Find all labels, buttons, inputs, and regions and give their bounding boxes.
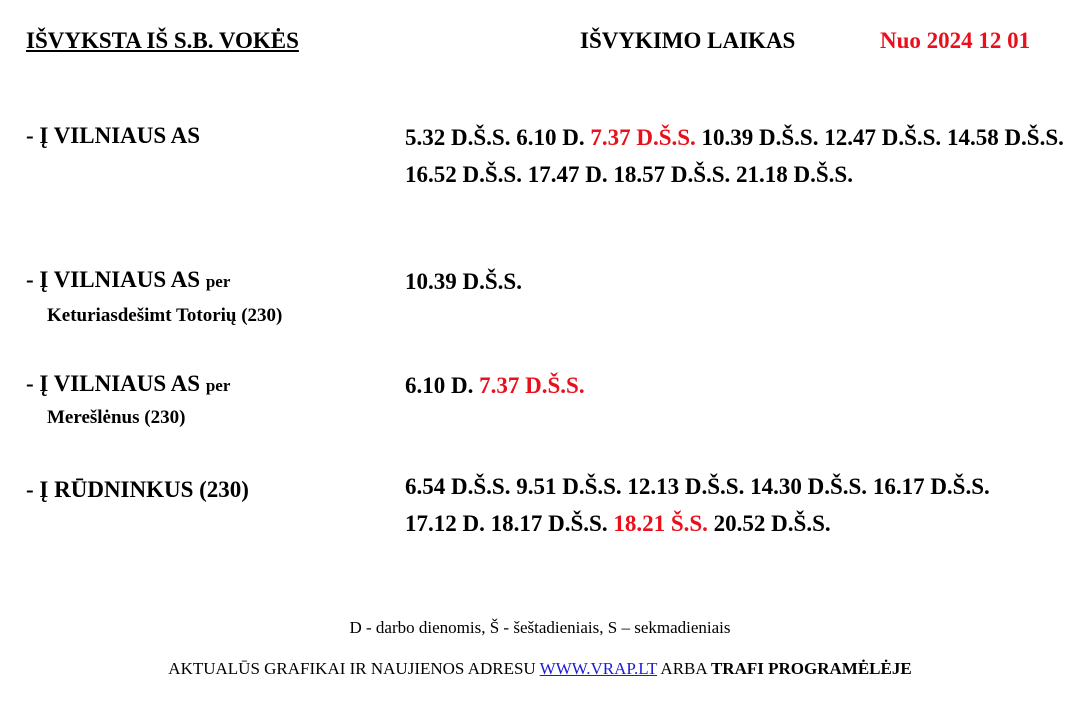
route-via-stop: Merešlėnus (230): [47, 407, 186, 428]
route-destination: [26, 477, 249, 503]
departure-time: 20.52 D.Š.S.: [713, 511, 831, 536]
route-destination: [26, 371, 230, 397]
departure-time: 10.39 D.Š.S.: [405, 269, 522, 294]
route-times: [405, 263, 1075, 300]
route-destination-label: - Į VILNIAUS AS: [26, 267, 201, 292]
route-times: [405, 468, 1075, 542]
info-middle: ARBA: [660, 659, 707, 678]
departure-from-title: IŠVYKSTA IŠ S.B. VOKĖS: [26, 28, 299, 53]
departure-time: 14.58 D.Š.S.: [946, 125, 1064, 150]
info-line: [0, 659, 1080, 679]
departure-time: 18.21 Š.S.: [613, 511, 708, 536]
departure-time: 17.47 D.: [527, 162, 608, 187]
route-via-label: per: [205, 376, 231, 395]
departure-time: 5.32 D.Š.S.: [405, 125, 511, 150]
app-name: TRAFI PROGRAMĖLĖJE: [710, 659, 912, 678]
route-destination-label: - Į RŪDNINKUS (230): [26, 477, 249, 502]
departure-time: 7.37 D.Š.S.: [590, 125, 696, 150]
departure-time: 17.12 D.: [405, 511, 485, 536]
departure-time: 6.10 D.: [405, 373, 474, 398]
departure-time-title: IŠVYKIMO LAIKAS: [580, 28, 796, 53]
departure-time: 18.57 D.Š.S.: [613, 162, 731, 187]
departure-time: 9.51 D.Š.S.: [516, 474, 622, 499]
route-via-label: per: [205, 272, 231, 291]
route-destination: [26, 123, 200, 149]
departure-time: 14.30 D.Š.S.: [750, 474, 868, 499]
route-destination-label: - Į VILNIAUS AS: [26, 123, 201, 148]
info-prefix: AKTUALŪS GRAFIKAI IR NAUJIENOS ADRESU: [168, 659, 536, 678]
route-destination: [26, 267, 230, 293]
departure-time: 12.47 D.Š.S.: [824, 125, 942, 150]
legend-text: D - darbo dienomis, Š - šeštadieniais, S – sekmadieniais: [349, 618, 731, 637]
departure-time: 21.18 D.Š.S.: [736, 162, 853, 187]
departure-time: 18.17 D.Š.S.: [490, 511, 608, 536]
departure-time: 16.17 D.Š.S.: [872, 474, 990, 499]
route-times: [405, 367, 1075, 404]
route-times: [405, 119, 1075, 193]
departure-time: 10.39 D.Š.S.: [701, 125, 819, 150]
website-link[interactable]: WWW.VRAP.LT: [539, 659, 658, 678]
route-via-stop: Keturiasdešimt Totorių (230): [47, 305, 283, 326]
departure-time: 7.37 D.Š.S.: [479, 373, 585, 398]
route-destination-label: - Į VILNIAUS AS: [26, 371, 201, 396]
departure-time: 6.10 D.: [516, 125, 585, 150]
departure-time: 16.52 D.Š.S.: [405, 162, 522, 187]
departure-time: 12.13 D.Š.S.: [627, 474, 745, 499]
departure-time: 6.54 D.Š.S.: [405, 474, 511, 499]
valid-from-date: Nuo 2024 12 01: [880, 28, 1031, 53]
